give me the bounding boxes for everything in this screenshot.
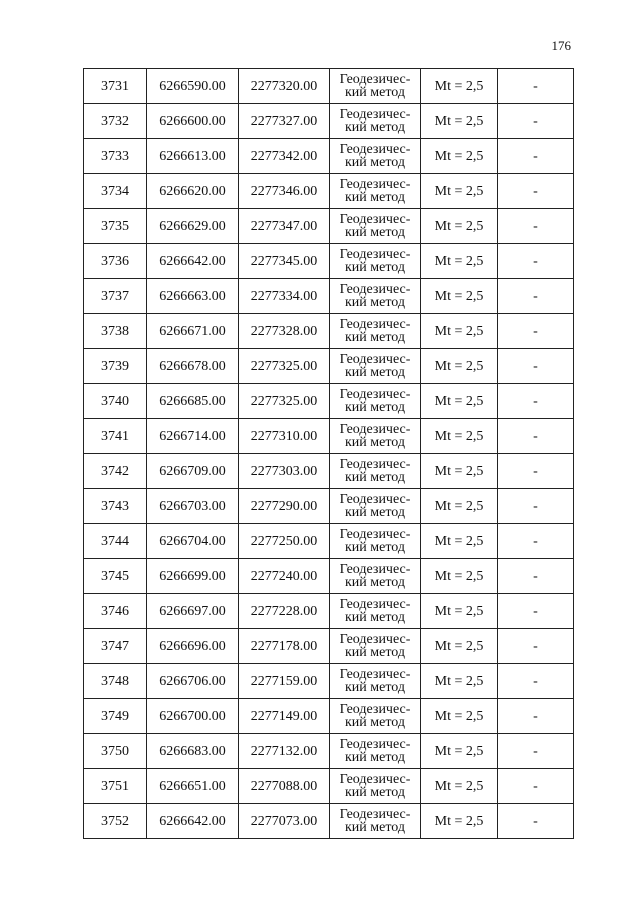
point-number-cell: 3747: [84, 629, 147, 664]
x-coordinate-cell: 6266629.00: [147, 209, 239, 244]
table-row: [84, 69, 574, 104]
table-row: [84, 349, 574, 384]
method-cell: [330, 734, 421, 769]
method-cell: [330, 104, 421, 139]
note-cell: -: [498, 629, 574, 664]
method-line-1: Геодезичес-: [339, 597, 411, 612]
method-line-1: Геодезичес-: [339, 807, 411, 822]
point-number-cell: 3737: [84, 279, 147, 314]
x-coordinate-cell: 6266642.00: [147, 244, 239, 279]
point-number-cell: 3746: [84, 594, 147, 629]
note-cell: -: [498, 69, 574, 104]
method-cell: [330, 629, 421, 664]
method-cell: [330, 174, 421, 209]
method-cell: [330, 69, 421, 104]
method-line-2: кий метод: [344, 785, 405, 800]
x-coordinate-cell: 6266620.00: [147, 174, 239, 209]
method-line-2: кий метод: [344, 540, 405, 555]
coordinates-table-body: [84, 69, 574, 839]
method-line-2: кий метод: [344, 260, 405, 275]
method-line-1: Геодезичес-: [339, 282, 411, 297]
method-cell: [330, 419, 421, 454]
table-row: [84, 209, 574, 244]
x-coordinate-cell: 6266642.00: [147, 804, 239, 839]
method-line-2: кий метод: [344, 330, 405, 345]
accuracy-cell: Mt = 2,5: [421, 314, 498, 349]
y-coordinate-cell: 2277303.00: [239, 454, 330, 489]
table-row: [84, 699, 574, 734]
point-number-cell: 3735: [84, 209, 147, 244]
table-row: [84, 384, 574, 419]
method-cell: [330, 804, 421, 839]
note-cell: -: [498, 349, 574, 384]
method-line-1: Геодезичес-: [339, 772, 411, 787]
accuracy-cell: Mt = 2,5: [421, 629, 498, 664]
x-coordinate-cell: 6266699.00: [147, 559, 239, 594]
table-row: [84, 559, 574, 594]
y-coordinate-cell: 2277228.00: [239, 594, 330, 629]
note-cell: -: [498, 104, 574, 139]
x-coordinate-cell: 6266590.00: [147, 69, 239, 104]
method-line-1: Геодезичес-: [339, 737, 411, 752]
method-line-2: кий метод: [344, 120, 405, 135]
method-line-1: Геодезичес-: [339, 387, 411, 402]
table-row: [84, 524, 574, 559]
table-row: [84, 594, 574, 629]
table-row: [84, 174, 574, 209]
accuracy-cell: Mt = 2,5: [421, 279, 498, 314]
method-line-2: кий метод: [344, 505, 405, 520]
method-cell: [330, 349, 421, 384]
x-coordinate-cell: 6266683.00: [147, 734, 239, 769]
accuracy-cell: Mt = 2,5: [421, 699, 498, 734]
x-coordinate-cell: 6266613.00: [147, 139, 239, 174]
note-cell: -: [498, 524, 574, 559]
accuracy-cell: Mt = 2,5: [421, 489, 498, 524]
method-line-1: Геодезичес-: [339, 702, 411, 717]
method-cell: [330, 489, 421, 524]
x-coordinate-cell: 6266703.00: [147, 489, 239, 524]
method-line-2: кий метод: [344, 575, 405, 590]
method-cell: [330, 559, 421, 594]
point-number-cell: 3739: [84, 349, 147, 384]
point-number-cell: 3741: [84, 419, 147, 454]
y-coordinate-cell: 2277325.00: [239, 384, 330, 419]
y-coordinate-cell: 2277178.00: [239, 629, 330, 664]
method-line-1: Геодезичес-: [339, 247, 411, 262]
note-cell: -: [498, 594, 574, 629]
accuracy-cell: Mt = 2,5: [421, 69, 498, 104]
table-row: [84, 419, 574, 454]
y-coordinate-cell: 2277345.00: [239, 244, 330, 279]
method-line-2: кий метод: [344, 225, 405, 240]
point-number-cell: 3733: [84, 139, 147, 174]
method-cell: [330, 524, 421, 559]
page-number: 176: [551, 38, 571, 53]
y-coordinate-cell: 2277334.00: [239, 279, 330, 314]
accuracy-cell: Mt = 2,5: [421, 524, 498, 559]
y-coordinate-cell: 2277250.00: [239, 524, 330, 559]
y-coordinate-cell: 2277132.00: [239, 734, 330, 769]
accuracy-cell: Mt = 2,5: [421, 244, 498, 279]
method-line-2: кий метод: [344, 750, 405, 765]
accuracy-cell: Mt = 2,5: [421, 594, 498, 629]
method-cell: [330, 384, 421, 419]
x-coordinate-cell: 6266685.00: [147, 384, 239, 419]
note-cell: -: [498, 384, 574, 419]
x-coordinate-cell: 6266663.00: [147, 279, 239, 314]
y-coordinate-cell: 2277347.00: [239, 209, 330, 244]
y-coordinate-cell: 2277328.00: [239, 314, 330, 349]
method-line-1: Геодезичес-: [339, 527, 411, 542]
y-coordinate-cell: 2277327.00: [239, 104, 330, 139]
x-coordinate-cell: 6266600.00: [147, 104, 239, 139]
method-line-2: кий метод: [344, 400, 405, 415]
table-row: [84, 139, 574, 174]
y-coordinate-cell: 2277342.00: [239, 139, 330, 174]
x-coordinate-cell: 6266700.00: [147, 699, 239, 734]
method-line-1: Геодезичес-: [339, 457, 411, 472]
point-number-cell: 3738: [84, 314, 147, 349]
point-number-cell: 3742: [84, 454, 147, 489]
method-line-2: кий метод: [344, 365, 405, 380]
method-line-2: кий метод: [344, 680, 405, 695]
method-cell: [330, 244, 421, 279]
method-cell: [330, 314, 421, 349]
x-coordinate-cell: 6266651.00: [147, 769, 239, 804]
method-cell: [330, 454, 421, 489]
accuracy-cell: Mt = 2,5: [421, 734, 498, 769]
point-number-cell: 3736: [84, 244, 147, 279]
y-coordinate-cell: 2277240.00: [239, 559, 330, 594]
method-cell: [330, 139, 421, 174]
method-line-1: Геодезичес-: [339, 107, 411, 122]
table-row: [84, 454, 574, 489]
method-line-2: кий метод: [344, 435, 405, 450]
y-coordinate-cell: 2277310.00: [239, 419, 330, 454]
note-cell: -: [498, 279, 574, 314]
y-coordinate-cell: 2277073.00: [239, 804, 330, 839]
table-row: [84, 279, 574, 314]
note-cell: -: [498, 139, 574, 174]
note-cell: -: [498, 209, 574, 244]
method-cell: [330, 664, 421, 699]
accuracy-cell: Mt = 2,5: [421, 419, 498, 454]
method-line-1: Геодезичес-: [339, 632, 411, 647]
method-line-1: Геодезичес-: [339, 142, 411, 157]
x-coordinate-cell: 6266696.00: [147, 629, 239, 664]
y-coordinate-cell: 2277320.00: [239, 69, 330, 104]
accuracy-cell: Mt = 2,5: [421, 804, 498, 839]
table-row: [84, 629, 574, 664]
y-coordinate-cell: 2277088.00: [239, 769, 330, 804]
point-number-cell: 3731: [84, 69, 147, 104]
point-number-cell: 3752: [84, 804, 147, 839]
method-line-2: кий метод: [344, 645, 405, 660]
point-number-cell: 3740: [84, 384, 147, 419]
point-number-cell: 3745: [84, 559, 147, 594]
point-number-cell: 3751: [84, 769, 147, 804]
note-cell: -: [498, 174, 574, 209]
method-line-1: Геодезичес-: [339, 317, 411, 332]
point-number-cell: 3750: [84, 734, 147, 769]
method-line-2: кий метод: [344, 820, 405, 835]
accuracy-cell: Mt = 2,5: [421, 769, 498, 804]
y-coordinate-cell: 2277159.00: [239, 664, 330, 699]
note-cell: -: [498, 314, 574, 349]
table-row: [84, 244, 574, 279]
method-line-2: кий метод: [344, 610, 405, 625]
note-cell: -: [498, 734, 574, 769]
point-number-cell: 3734: [84, 174, 147, 209]
method-cell: [330, 209, 421, 244]
method-line-2: кий метод: [344, 85, 405, 100]
note-cell: -: [498, 804, 574, 839]
method-line-2: кий метод: [344, 470, 405, 485]
method-line-1: Геодезичес-: [339, 177, 411, 192]
table-row: [84, 104, 574, 139]
note-cell: -: [498, 419, 574, 454]
accuracy-cell: Mt = 2,5: [421, 664, 498, 699]
table-row: [84, 734, 574, 769]
y-coordinate-cell: 2277325.00: [239, 349, 330, 384]
note-cell: -: [498, 244, 574, 279]
note-cell: -: [498, 699, 574, 734]
y-coordinate-cell: 2277346.00: [239, 174, 330, 209]
method-line-2: кий метод: [344, 190, 405, 205]
point-number-cell: 3744: [84, 524, 147, 559]
note-cell: -: [498, 664, 574, 699]
x-coordinate-cell: 6266706.00: [147, 664, 239, 699]
accuracy-cell: Mt = 2,5: [421, 174, 498, 209]
method-line-1: Геодезичес-: [339, 492, 411, 507]
x-coordinate-cell: 6266671.00: [147, 314, 239, 349]
note-cell: -: [498, 559, 574, 594]
accuracy-cell: Mt = 2,5: [421, 349, 498, 384]
accuracy-cell: Mt = 2,5: [421, 104, 498, 139]
method-line-2: кий метод: [344, 155, 405, 170]
note-cell: -: [498, 454, 574, 489]
method-line-2: кий метод: [344, 295, 405, 310]
accuracy-cell: Mt = 2,5: [421, 559, 498, 594]
x-coordinate-cell: 6266709.00: [147, 454, 239, 489]
x-coordinate-cell: 6266714.00: [147, 419, 239, 454]
method-cell: [330, 279, 421, 314]
accuracy-cell: Mt = 2,5: [421, 139, 498, 174]
method-line-1: Геодезичес-: [339, 667, 411, 682]
point-number-cell: 3749: [84, 699, 147, 734]
note-cell: -: [498, 489, 574, 524]
coordinates-table: [83, 68, 574, 839]
table-row: [84, 489, 574, 524]
method-line-1: Геодезичес-: [339, 352, 411, 367]
table-row: [84, 664, 574, 699]
y-coordinate-cell: 2277149.00: [239, 699, 330, 734]
x-coordinate-cell: 6266697.00: [147, 594, 239, 629]
method-line-1: Геодезичес-: [339, 422, 411, 437]
method-line-1: Геодезичес-: [339, 212, 411, 227]
accuracy-cell: Mt = 2,5: [421, 209, 498, 244]
x-coordinate-cell: 6266678.00: [147, 349, 239, 384]
table-row: [84, 804, 574, 839]
method-cell: [330, 699, 421, 734]
method-cell: [330, 594, 421, 629]
point-number-cell: 3732: [84, 104, 147, 139]
point-number-cell: 3743: [84, 489, 147, 524]
table-row: [84, 769, 574, 804]
method-line-1: Геодезичес-: [339, 562, 411, 577]
y-coordinate-cell: 2277290.00: [239, 489, 330, 524]
point-number-cell: 3748: [84, 664, 147, 699]
method-line-1: Геодезичес-: [339, 72, 411, 87]
note-cell: -: [498, 769, 574, 804]
method-cell: [330, 769, 421, 804]
x-coordinate-cell: 6266704.00: [147, 524, 239, 559]
table-row: [84, 314, 574, 349]
accuracy-cell: Mt = 2,5: [421, 454, 498, 489]
accuracy-cell: Mt = 2,5: [421, 384, 498, 419]
method-line-2: кий метод: [344, 715, 405, 730]
